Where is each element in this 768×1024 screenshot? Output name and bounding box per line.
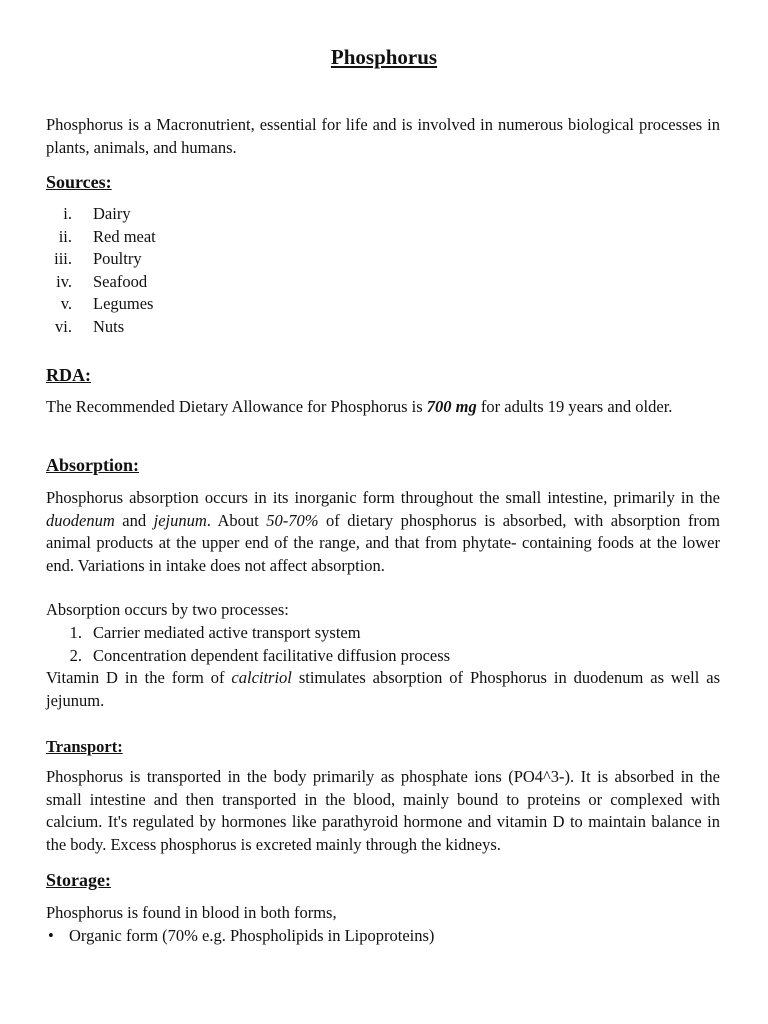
list-marker: iv.: [56, 271, 72, 291]
jejunum-term: jejunum: [153, 510, 207, 530]
absorption-paragraph: [46, 487, 720, 577]
list-item: [46, 271, 346, 294]
page-title: Phosphorus: [330, 45, 438, 69]
list-item-text: Poultry: [93, 249, 142, 269]
absorption-text: of dietary phosphorus is absorbed, with absorption from animal products at the upper end of the range, and that from phytate- containing foods at the lower end. Variations in intake does not affect absorption.: [46, 510, 721, 575]
list-item-text: Organic form (70% e.g. Phospholipids in Lipoproteins): [69, 926, 435, 945]
list-item-text: Dairy: [93, 204, 131, 223]
list-marker: 2.: [69, 645, 82, 665]
sources-list: [46, 203, 346, 339]
vitamin-d-text: Vitamin D in the form of: [46, 668, 232, 687]
list-item: [46, 226, 346, 249]
absorption-heading: Absorption:: [46, 455, 140, 475]
rda-text-end: for adults 19 years and older.: [476, 397, 673, 416]
list-item-text: Concentration dependent facilitative diffusion process: [93, 645, 451, 665]
list-marker: vi.: [55, 316, 72, 336]
sources-heading: Sources:: [46, 172, 112, 192]
list-marker: v.: [60, 294, 72, 314]
rda-text: The Recommended Dietary Allowance for Phosphorus is: [46, 397, 427, 416]
vitamin-d-text: stimulates absorption of Phosphorus in duodenum as well as jejunum.: [46, 668, 721, 710]
list-item: [46, 645, 546, 668]
list-marker: iii.: [54, 249, 72, 269]
list-marker: i.: [63, 204, 72, 223]
absorption-text: and: [114, 510, 154, 530]
list-marker: 1.: [69, 623, 82, 642]
list-item: [46, 248, 346, 271]
intro-paragraph: Phosphorus is a Macronutrient, essential for life and is involved in numerous biological processes in plants, animals, and humans.: [46, 115, 720, 157]
list-item-text: Legumes: [93, 294, 154, 314]
list-item: [46, 622, 546, 645]
list-item: [46, 203, 346, 226]
storage-intro: Phosphorus is found in blood in both forms,: [46, 903, 337, 922]
list-item-text: Red meat: [93, 226, 156, 246]
absorption-text: Phosphorus absorption occurs in its inorganic form throughout the small intestine, primarily in the: [46, 488, 720, 507]
rda-amount: 700 mg: [426, 397, 477, 416]
list-marker: ii.: [58, 226, 72, 246]
transport-paragraph: Phosphorus is transported in the body primarily as phosphate ions (PO4^3-). It is absorbed in the small intestine and then transported in the blood, mainly bound to proteins or complexed with calcium. It's regulated by hormones like parathyroid hormone and vitamin D to maintain balance in the body. Excess phosphorus is excreted mainly through the kidneys.: [46, 767, 720, 854]
vitamin-d-paragraph: [46, 667, 720, 712]
duodenum-term: duodenum: [46, 510, 115, 530]
rda-paragraph: [46, 396, 720, 419]
bullet-icon: •: [48, 926, 54, 945]
calcitriol-term: calcitriol: [231, 668, 292, 687]
list-item-text: Seafood: [93, 271, 148, 291]
list-item-text: Carrier mediated active transport system: [93, 623, 361, 642]
absorption-percent: 50-70%: [266, 510, 319, 530]
transport-heading: Transport:: [46, 737, 123, 756]
storage-list: [46, 925, 546, 948]
list-item-text: Nuts: [93, 316, 125, 336]
rda-heading: RDA:: [46, 365, 91, 385]
list-item: [46, 316, 346, 339]
absorption-processes-list: [46, 622, 546, 667]
absorption-text: . About: [206, 510, 267, 530]
list-item: [46, 925, 546, 948]
absorption-processes-intro: Absorption occurs by two processes:: [46, 600, 289, 619]
storage-heading: Storage:: [46, 870, 111, 890]
list-item: [46, 293, 346, 316]
